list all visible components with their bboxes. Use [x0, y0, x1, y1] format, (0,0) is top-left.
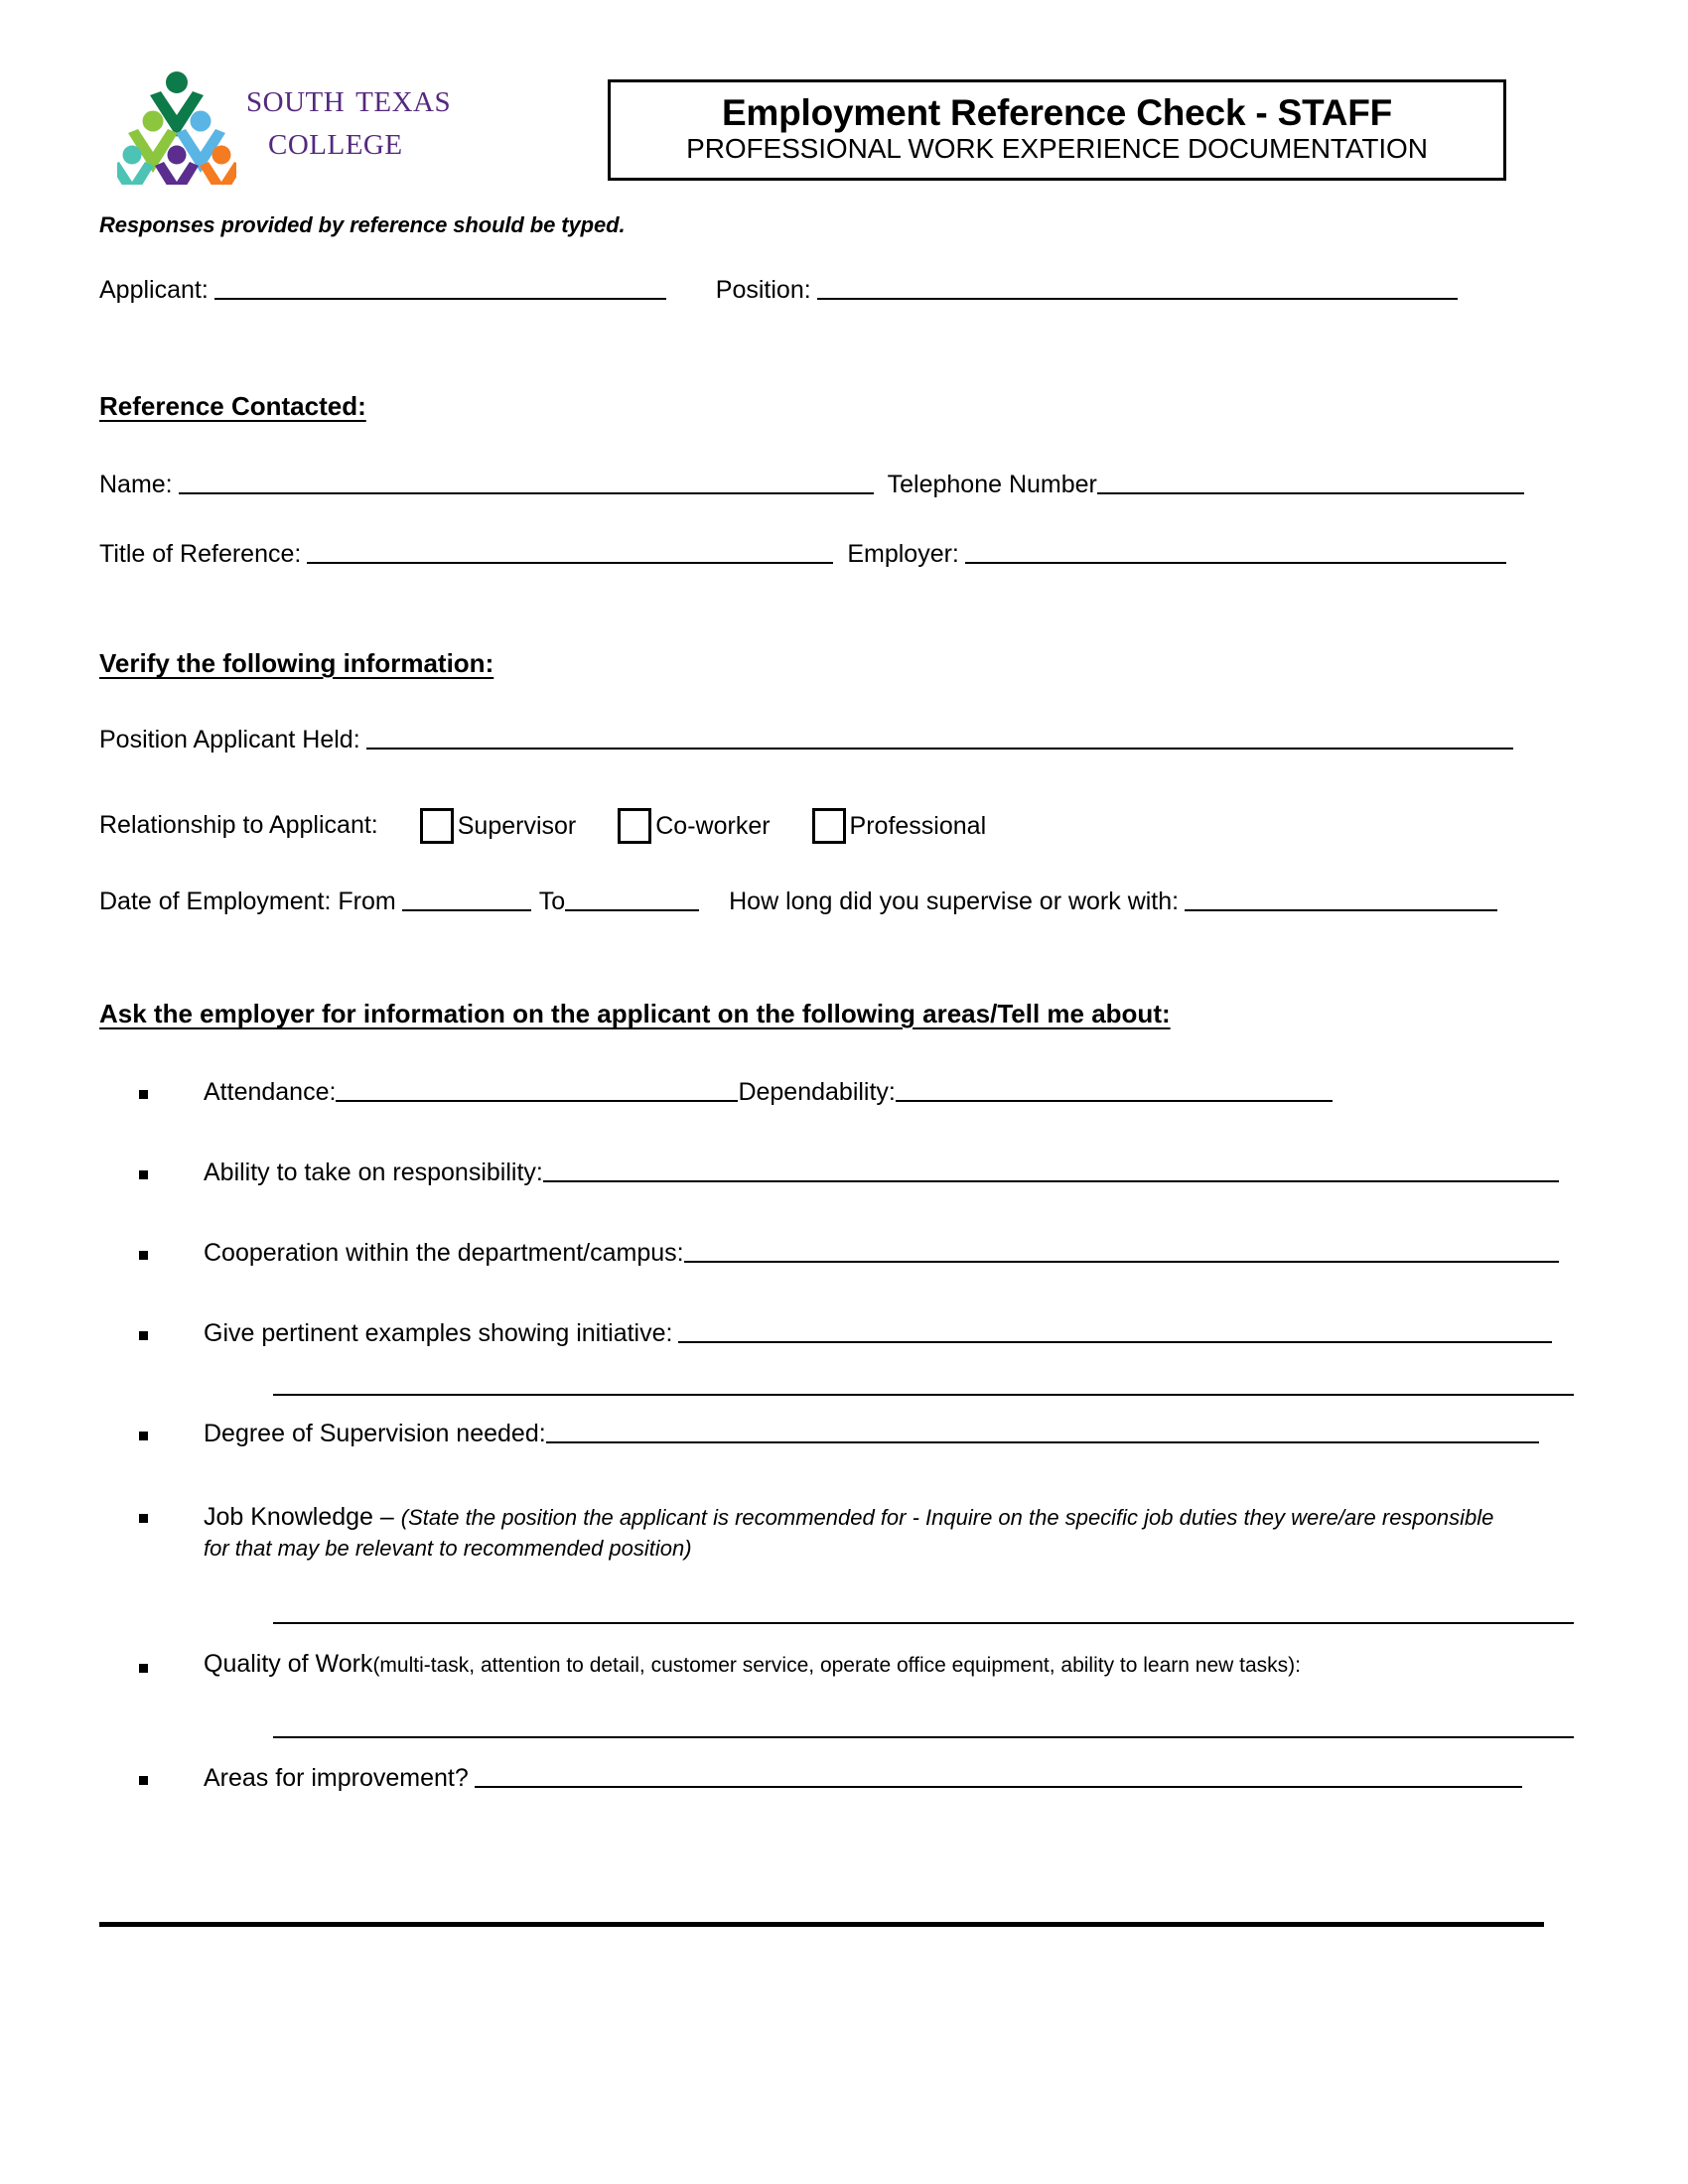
bullet-square-icon [139, 1514, 148, 1523]
responsibility-input-line[interactable] [543, 1160, 1559, 1182]
south-texas-college-people-logo-icon [117, 66, 236, 185]
supervision-label: Degree of Supervision needed: [204, 1420, 546, 1447]
reference-name-input-line[interactable] [179, 473, 874, 494]
bullet-attendance [99, 1080, 1559, 1105]
footer-divider [99, 1922, 1544, 1927]
checkbox-coworker[interactable] [618, 808, 651, 844]
bullet-job-knowledge [99, 1502, 1559, 1563]
quality-of-work-answer-row [99, 1677, 1559, 1752]
telephone-label: Telephone Number [887, 471, 1097, 498]
applicant-input-line[interactable] [214, 278, 666, 300]
title-of-reference-input-line[interactable] [307, 542, 833, 564]
logo-line-2: college [268, 117, 403, 164]
job-knowledge-input-line[interactable] [273, 1620, 1574, 1624]
relationship-row [99, 808, 1028, 844]
cooperation-label: Cooperation within the department/campus: [204, 1239, 684, 1267]
title-of-reference-label: Title of Reference: [99, 540, 302, 568]
bullet-supervision [99, 1422, 1559, 1446]
how-long-label: How long did you supervise or work with: [729, 887, 1180, 915]
position-input-line[interactable] [817, 278, 1458, 300]
date-to-input-line[interactable] [565, 889, 699, 911]
bullet-quality-of-work [99, 1652, 1559, 1677]
date-from-input-line[interactable] [402, 889, 531, 911]
page-title: Employment Reference Check - STAFF [721, 92, 1393, 133]
checkbox-professional[interactable] [812, 808, 846, 844]
checkbox-coworker-label: Co-worker [655, 811, 771, 840]
bullet-square-icon [139, 1251, 148, 1260]
dependability-label: Dependability: [738, 1078, 896, 1106]
bullet-areas-for-improvement [99, 1766, 1559, 1791]
bullet-responsibility [99, 1160, 1559, 1185]
telephone-input-line[interactable] [1097, 473, 1524, 494]
logo-line-1: south texas [246, 75, 452, 121]
checkbox-professional-label: Professional [849, 811, 987, 840]
applicant-label: Applicant: [99, 276, 209, 304]
checkbox-supervisor[interactable] [420, 808, 454, 844]
date-from-label: Date of Employment: From [99, 887, 396, 915]
dependability-input-line[interactable] [896, 1080, 1333, 1102]
areas-for-improvement-label: Areas for improvement? [204, 1764, 469, 1792]
position-label: Position: [715, 276, 811, 304]
job-knowledge-note: (State the position the applicant is recommended for - Inquire on the specific job duties they were/are responsible for that may be relevant to recommended position) [204, 1505, 1494, 1561]
relationship-option-coworker[interactable] [618, 808, 811, 844]
initiative-label: Give pertinent examples showing initiative: [204, 1319, 673, 1347]
position-held-row [99, 728, 1513, 752]
job-knowledge-answer-row [99, 1563, 1559, 1638]
initiative-continuation-row [99, 1346, 1559, 1408]
initiative-input-line-2[interactable] [273, 1392, 1574, 1396]
quality-of-work-note: (multi-task, attention to detail, customer service, operate office equipment, ability to learn new tasks): [372, 1654, 1301, 1677]
verify-heading: Verify the following information: [99, 648, 494, 678]
employer-input-line[interactable] [965, 542, 1506, 564]
ask-employer-heading: Ask the employer for information on the applicant on the following areas/Tell me about: [99, 999, 1171, 1028]
quality-of-work-input-line[interactable] [273, 1734, 1574, 1738]
bullet-square-icon [139, 1090, 148, 1099]
areas-for-improvement-input-line[interactable] [475, 1766, 1522, 1788]
bullet-initiative [99, 1321, 1559, 1346]
reference-contacted-heading: Reference Contacted: [99, 391, 366, 421]
relationship-option-supervisor[interactable] [420, 808, 619, 844]
position-held-input-line[interactable] [366, 728, 1513, 750]
bullet-square-icon [139, 1776, 148, 1785]
employer-label: Employer: [847, 540, 959, 568]
college-logo-text [246, 77, 574, 163]
form-title-box [608, 79, 1506, 181]
form-header [99, 48, 1579, 197]
attendance-label: Attendance: [204, 1078, 337, 1106]
employment-dates-row [99, 889, 1497, 914]
relationship-option-professional[interactable] [812, 808, 1029, 844]
initiative-input-line[interactable] [678, 1321, 1552, 1343]
page-subtitle: PROFESSIONAL WORK EXPERIENCE DOCUMENTATION [686, 133, 1428, 165]
job-knowledge-label: Job Knowledge – [204, 1503, 401, 1531]
supervision-input-line[interactable] [546, 1422, 1539, 1443]
reference-name-label: Name: [99, 471, 173, 498]
typing-instruction-note: Responses provided by reference should be typed. [99, 212, 626, 237]
reference-name-row [99, 473, 1524, 497]
bullet-square-icon [139, 1170, 148, 1179]
date-to-label: To [538, 887, 566, 915]
checkbox-supervisor-label: Supervisor [457, 811, 577, 840]
quality-of-work-label: Quality of Work [204, 1650, 373, 1678]
responsibility-label: Ability to take on responsibility: [204, 1159, 543, 1186]
applicant-row [99, 278, 1458, 303]
bullet-square-icon [139, 1664, 148, 1673]
college-logo [99, 56, 566, 195]
bullet-square-icon [139, 1331, 148, 1340]
cooperation-input-line[interactable] [684, 1241, 1559, 1263]
bullet-cooperation [99, 1241, 1559, 1266]
ask-employer-bullet-list [99, 1080, 1559, 1791]
relationship-label: Relationship to Applicant: [99, 811, 378, 839]
how-long-input-line[interactable] [1185, 889, 1497, 911]
form-sheet [70, 28, 1618, 2152]
attendance-input-line[interactable] [336, 1080, 738, 1102]
reference-title-row [99, 542, 1506, 567]
bullet-square-icon [139, 1432, 148, 1440]
position-held-label: Position Applicant Held: [99, 726, 360, 753]
